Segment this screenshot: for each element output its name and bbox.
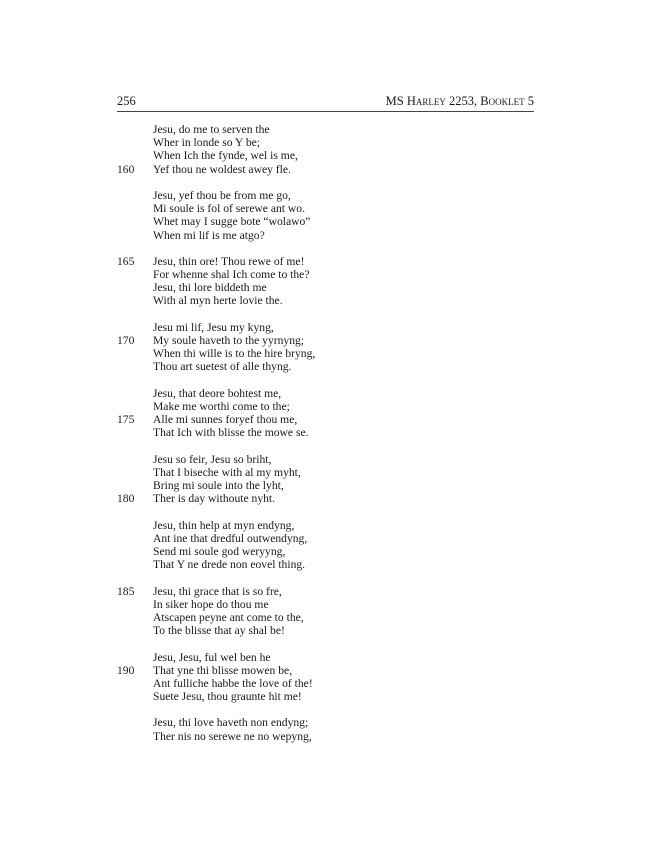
verse-line (117, 347, 537, 360)
verse-text: Wher in londe so Y be; (153, 136, 260, 150)
verse-line (117, 585, 537, 598)
verse-line (117, 136, 537, 149)
verse-line (117, 215, 537, 228)
verse-line (117, 545, 537, 558)
verse-line (117, 598, 537, 611)
verse-line (117, 268, 537, 281)
page-number: 256 (117, 94, 136, 108)
verse-line (117, 677, 537, 690)
stanza (117, 519, 537, 572)
verse-line (117, 229, 537, 242)
verse-line (117, 360, 537, 373)
verse-text: Jesu, Jesu, ful wel ben he (153, 650, 271, 664)
verse-text: When mi lif is me atgo? (153, 228, 265, 242)
verse-line (117, 558, 537, 571)
stanza-gap (117, 374, 537, 387)
stanza-gap (117, 505, 537, 518)
page-header (117, 92, 534, 112)
verse-text: Jesu, thin ore! Thou rewe of me! (153, 254, 305, 268)
stanza (117, 387, 537, 440)
stanza-gap (117, 242, 537, 255)
verse-line (117, 532, 537, 545)
line-number: 185 (117, 584, 135, 598)
verse-text: Ant ine that dredful outwendyng, (153, 531, 308, 545)
verse-line (117, 189, 537, 202)
stanza-gap (117, 703, 537, 716)
verse-text: Jesu, thin help at myn endyng, (153, 518, 295, 532)
header-rule (117, 111, 534, 112)
stanza (117, 255, 537, 308)
stanza-gap (117, 176, 537, 189)
verse-line (117, 387, 537, 400)
verse-text: Send mi soule god weryyng, (153, 545, 286, 558)
verse-line (117, 690, 537, 703)
running-head-harley: Harley (406, 94, 446, 108)
verse-text: When Ich the fynde, wel is me, (153, 149, 298, 163)
verse-line (117, 413, 537, 426)
verse-text: To the blisse that ay shal be! (153, 624, 285, 638)
verse-line (117, 624, 537, 637)
stanza-gap (117, 571, 537, 584)
running-head-mid: 2253, (445, 94, 481, 108)
verse-text: Yef thou ne woldest awey fle. (153, 162, 291, 176)
stanza (117, 585, 537, 638)
verse-line (117, 426, 537, 439)
verse-text: Thou art suetest of alle thyng. (153, 360, 292, 374)
verse-text: Mi soule is fol of serewe ant wo. (153, 202, 305, 216)
line-number: 170 (117, 334, 135, 347)
verse-text: Jesu so feir, Jesu so briht, (153, 452, 272, 466)
stanza-gap (117, 440, 537, 453)
verse-text: Alle mi sunnes foryef thou me, (153, 413, 298, 427)
verse-line (117, 651, 537, 664)
verse-text: In siker hope do thou me (153, 597, 269, 611)
line-number: 160 (117, 162, 135, 176)
verse-text: Jesu, thi love haveth non endyng; (153, 716, 309, 730)
verse-line (117, 479, 537, 492)
verse-line (117, 519, 537, 532)
line-number: 180 (117, 492, 135, 506)
verse-line (117, 123, 537, 136)
verse-text: Jesu, thi grace that is so fre, (153, 584, 282, 598)
verse-line (117, 163, 537, 176)
verse-text: For whenne shal Ich come to the? (153, 268, 310, 282)
verse-line (117, 149, 537, 162)
verse-text: Suete Jesu, thou graunte hit me! (153, 690, 302, 704)
stanza (117, 716, 537, 742)
verse-line (117, 730, 537, 743)
verse-text: My soule haveth to the yyrnyng; (153, 334, 305, 347)
verse-line (117, 400, 537, 413)
line-number: 165 (117, 254, 135, 268)
verse-line (117, 611, 537, 624)
verse-text: Jesu, that deore bohtest me, (153, 386, 282, 400)
verse-text: That Y ne drede non eovel thing. (153, 558, 306, 572)
verse-line (117, 294, 537, 307)
verse-text: Make me worthi come to the; (153, 399, 290, 413)
running-head-suffix: 5 (524, 94, 534, 108)
poem-text (117, 123, 537, 743)
verse-text: With al myn herte lovie the. (153, 294, 283, 308)
line-number: 190 (117, 663, 135, 677)
verse-text: Atscapen peyne ant come to the, (153, 610, 304, 624)
stanza (117, 321, 537, 374)
verse-line (117, 334, 537, 347)
verse-line (117, 202, 537, 215)
verse-line (117, 664, 537, 677)
verse-text: Ant fulliche habbe the love of the! (153, 676, 313, 690)
stanza (117, 123, 537, 176)
verse-text: That I biseche with al my myht, (153, 465, 301, 479)
verse-line (117, 716, 537, 729)
stanza-gap (117, 637, 537, 650)
verse-line (117, 492, 537, 505)
verse-text: Ther nis no serewe ne no wepyng, (153, 729, 312, 743)
stanza (117, 189, 537, 242)
verse-text: Jesu, do me to serven the (153, 123, 270, 136)
running-head-booklet: Booklet (480, 94, 525, 108)
stanza (117, 453, 537, 506)
verse-text: Jesu, thi lore biddeth me (153, 281, 267, 295)
stanza-gap (117, 308, 537, 321)
line-number: 175 (117, 413, 135, 427)
verse-text: Ther is day withoute nyht. (153, 492, 276, 506)
verse-line (117, 466, 537, 479)
running-head (386, 94, 534, 109)
verse-text: When thi wille is to the hire bryng, (153, 347, 316, 361)
verse-text: That Ich with blisse the mowe se. (153, 426, 309, 440)
verse-text: That yne thi blisse mowen be, (153, 663, 293, 677)
verse-line (117, 453, 537, 466)
verse-text: Bring mi soule into the lyht, (153, 479, 284, 493)
verse-line (117, 281, 537, 294)
verse-line (117, 255, 537, 268)
verse-text: Jesu mi lif, Jesu my kyng, (153, 320, 274, 334)
running-head-prefix: MS (385, 94, 407, 108)
stanza (117, 651, 537, 704)
verse-text: Whet may I sugge bote “wolawo” (153, 215, 311, 229)
verse-line (117, 321, 537, 334)
verse-text: Jesu, yef thou be from me go, (153, 188, 291, 202)
